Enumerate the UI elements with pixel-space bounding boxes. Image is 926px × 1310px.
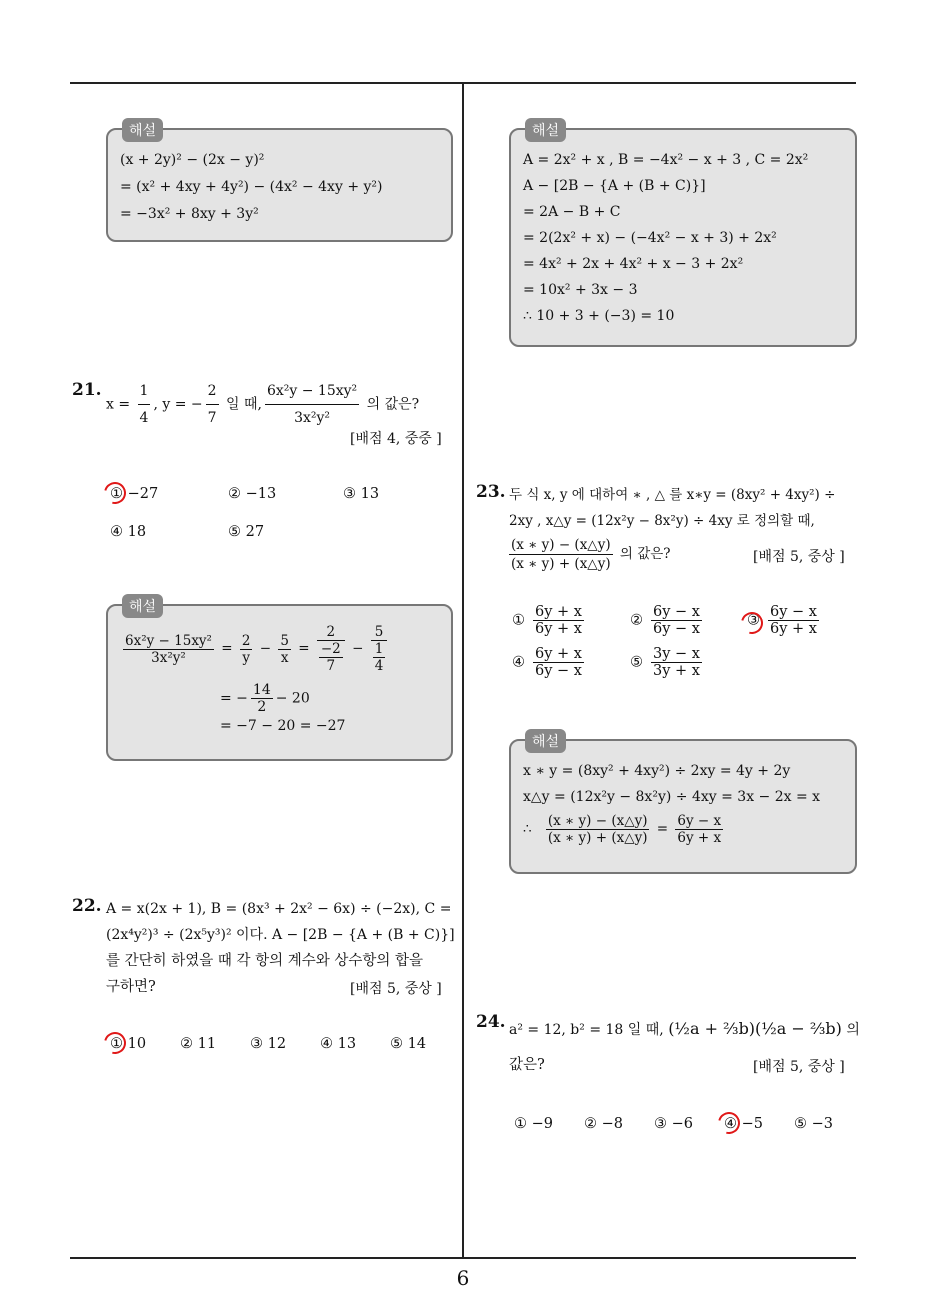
choice-22-1[interactable]: ① 10 [110, 1036, 147, 1052]
question-21-text: x = $\frac{1}{4}$ , y = − $\frac{2}{7}$ 일 때, $\frac{\text{6x²y − 15xy²}}{\text{3x²y²}}$ 의 값은? [106, 378, 419, 431]
solution-line: = − $\frac{14}{2}$ − 20 [220, 682, 310, 715]
solution-line: = 2(2x² + x) − (−4x² − x + 3) + 2x² [523, 230, 777, 246]
solution-box-22 [509, 123, 857, 347]
choice-21-4[interactable]: ④ 18 [110, 524, 147, 540]
solution-line: (x + 2y)² − (2x − y)² [120, 152, 265, 168]
fraction: $\frac{\text{6x²y − 15xy²}}{\text{3x²y²}}$ [265, 378, 359, 431]
choice-24-1[interactable]: ① −9 [514, 1116, 553, 1132]
solution-line: = 4x² + 2x + 4x² + x − 3 + 2x² [523, 256, 744, 272]
choice-21-5[interactable]: ⑤ 27 [228, 524, 265, 540]
solution-line: $\frac{\text{6x²y − 15xy²}}{\text{3x²y²}}$ = $\frac{2}{y}$ − $\frac{5}{x}$ = $\frac{2}{\frac{-2}{7}}$ − $\frac{5}{\frac{1}{4}}$ [120, 624, 390, 674]
solution-line: A − [2B − {A + (B + C)}] [523, 178, 706, 194]
choice-23-1[interactable]: ① $\frac{6y + x}{6y + x}$ [512, 604, 582, 637]
question-number-21: 21. [72, 380, 102, 400]
solution-label: 해설 [525, 118, 566, 142]
solution-line: = (x² + 4xy + 4y²) − (4x² − 4xy + y²) [120, 179, 383, 195]
question-number-22: 22. [72, 896, 102, 916]
solution-line: = −3x² + 8xy + 3y² [120, 206, 259, 222]
solution-box-20 [106, 123, 453, 242]
column-divider [462, 82, 464, 1258]
choice-24-2[interactable]: ② −8 [584, 1116, 623, 1132]
choice-24-5[interactable]: ⑤ −3 [794, 1116, 833, 1132]
question-23-line: 두 식 x, y 에 대하여 ∗ , △ 를 x∗y = (8xy² + 4xy²) ÷ [509, 487, 836, 503]
question-23-meta: [배점 5, 중상 ] [753, 549, 845, 565]
solution-label: 해설 [122, 118, 163, 142]
question-21-meta: [배점 4, 중중 ] [350, 431, 442, 447]
solution-line: A = 2x² + x , B = −4x² − x + 3 , C = 2x² [523, 152, 809, 168]
solution-line: ∴ $\frac{(x ∗ y) - (x\triangle y)}{(x ∗ y) + (x\triangle y)}$ = $\frac{6y - x}{6y + x}$ [523, 813, 722, 846]
choice-22-5[interactable]: ⑤ 14 [390, 1036, 427, 1052]
answer-mark-circle [100, 478, 130, 508]
choice-23-4[interactable]: ④ $\frac{6y + x}{6y - x}$ [512, 646, 582, 679]
question-22-line: A = x(2x + 1), B = (8x³ + 2x² − 6x) ÷ (−2x), C = [106, 901, 452, 917]
question-22-line: (2x⁴y²)³ ÷ (2x⁵y³)² 이다. A − [2B − {A + (B + C)}] [106, 927, 455, 943]
solution-line: ∴ 10 + 3 + (−3) = 10 [523, 308, 675, 324]
question-number-23: 23. [476, 482, 506, 502]
solution-label: 해설 [525, 729, 566, 753]
choice-22-2[interactable]: ② 11 [180, 1036, 217, 1052]
solution-line: x△y = (12x²y − 8x²y) ÷ 4xy = 3x − 2x = x [523, 789, 821, 805]
question-23-line: $\frac{(x ∗ y) - (x\triangle y)}{(x ∗ y) + (x\triangle y)}$ 의 값은? [511, 537, 671, 572]
solution-box-23 [509, 734, 857, 874]
choice-24-3[interactable]: ③ −6 [654, 1116, 693, 1132]
choice-23-2[interactable]: ② $\frac{6y - x}{6y - x}$ [630, 604, 700, 637]
page-number: 6 [456, 1266, 470, 1290]
question-number-24: 24. [476, 1012, 506, 1032]
answer-mark-circle [714, 1108, 744, 1138]
fraction: $\frac{2}{7}$ [206, 378, 219, 431]
solution-box-21 [106, 599, 453, 761]
question-22-line: 를 간단히 하였을 때 각 항의 계수와 상수항의 합을 [106, 953, 424, 969]
choice-21-1[interactable]: ① −27 [110, 486, 159, 502]
question-22-line: 구하면? [106, 979, 156, 995]
fraction: $\frac{1}{4}$ [138, 378, 151, 431]
solution-line: = 10x² + 3x − 3 [523, 282, 638, 298]
choice-24-4[interactable]: ④ −5 [724, 1116, 763, 1132]
choice-22-4[interactable]: ④ 13 [320, 1036, 357, 1052]
solution-line: = −7 − 20 = −27 [220, 718, 346, 734]
solution-label: 해설 [122, 594, 163, 618]
choice-23-3[interactable]: ③ $\frac{6y - x}{6y + x}$ [747, 604, 817, 637]
question-22-meta: [배점 5, 중상 ] [350, 981, 442, 997]
question-24-line: a² = 12, b² = 18 일 때, (½a + ⅔b)(½a − ⅔b) 의 [509, 1019, 860, 1038]
solution-line: = 2A − B + C [523, 204, 621, 220]
solution-line: x ∗ y = (8xy² + 4xy²) ÷ 2xy = 4y + 2y [523, 763, 791, 779]
choice-21-2[interactable]: ② −13 [228, 486, 277, 502]
choice-21-3[interactable]: ③ 13 [343, 486, 380, 502]
bottom-rule [70, 1257, 856, 1259]
answer-mark-circle [100, 1028, 130, 1058]
choice-23-5[interactable]: ⑤ $\frac{3y - x}{3y + x}$ [630, 646, 700, 679]
question-24-line: 값은? [509, 1057, 545, 1073]
question-24-meta: [배점 5, 중상 ] [753, 1059, 845, 1075]
choice-22-3[interactable]: ③ 12 [250, 1036, 287, 1052]
question-23-line: 2xy , x△y = (12x²y − 8x²y) ÷ 4xy 로 정의할 때, [509, 513, 815, 529]
